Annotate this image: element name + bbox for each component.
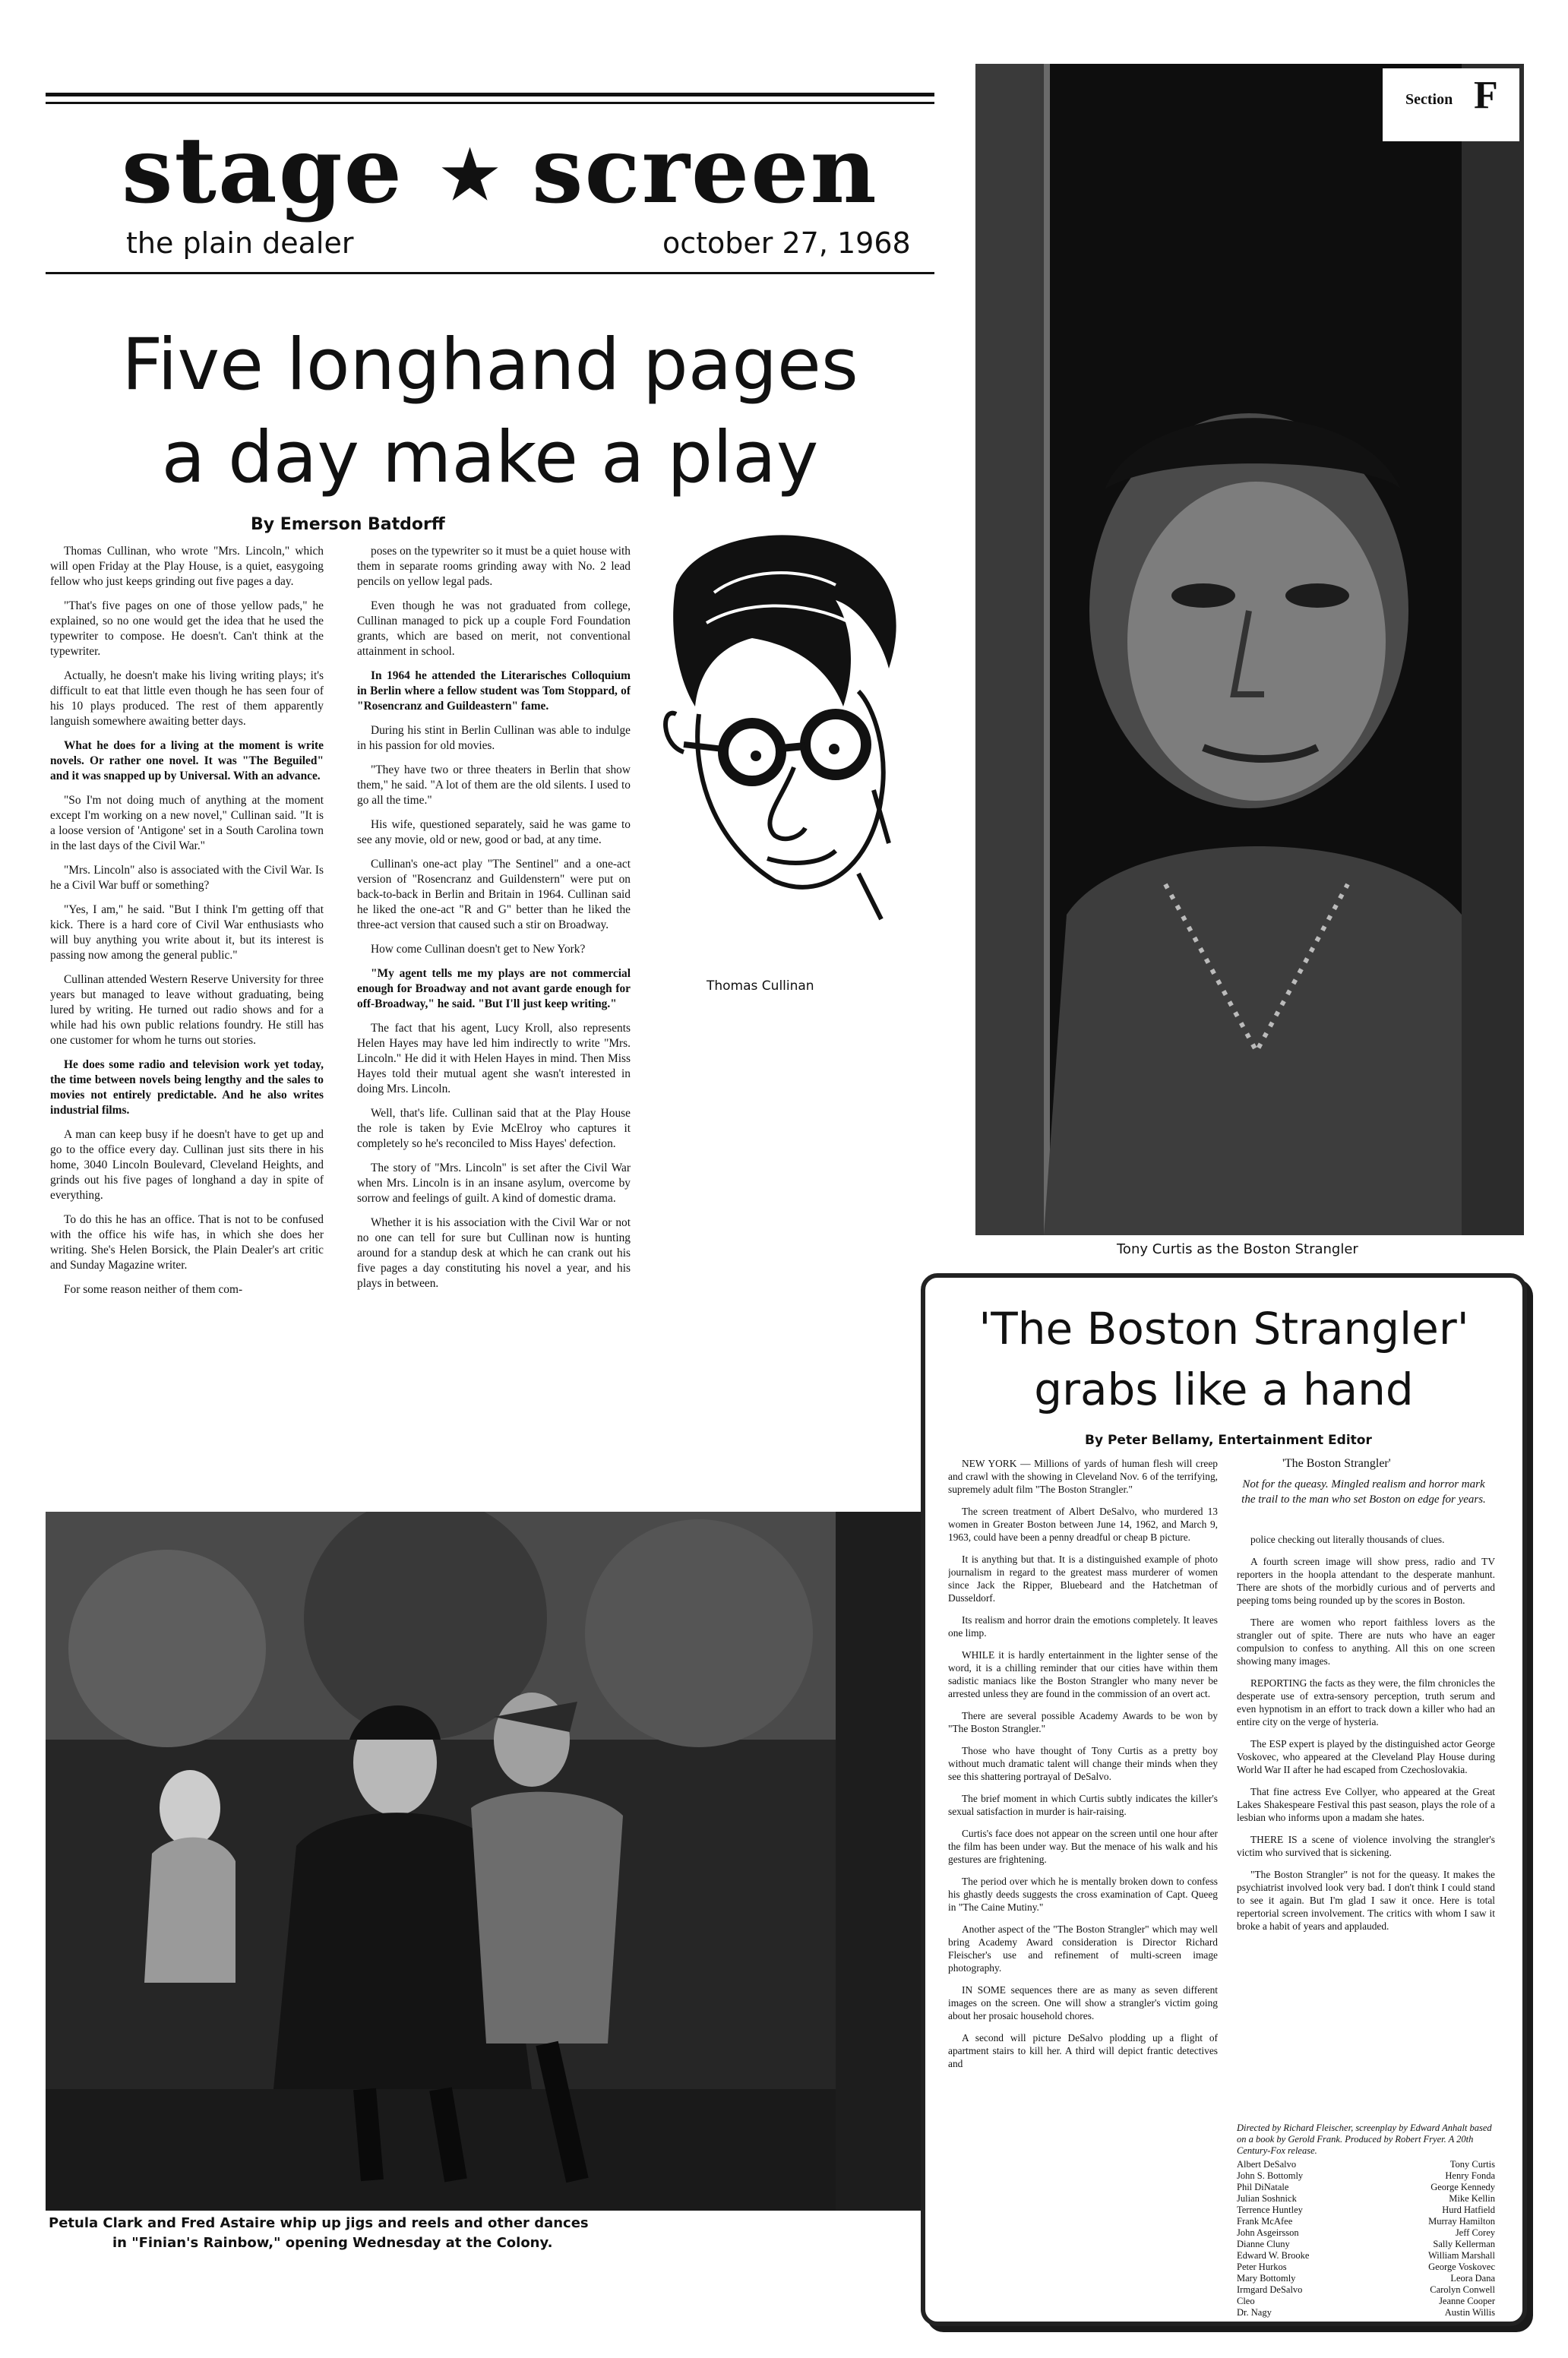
story-paragraph: "They have two or three theaters in Berlin that show them," he said. "A lot of them are the old silents. I used to go all the time." xyxy=(357,763,631,807)
box-story-column-2 xyxy=(1237,1533,1495,2118)
cast-actor: Jeff Corey xyxy=(1455,2227,1495,2238)
story-paragraph: "Mrs. Lincoln" also is associated with the Civil War. Is he a Civil War buff or something? xyxy=(50,864,324,892)
cast-actor: Tony Curtis xyxy=(1449,2159,1495,2170)
story-paragraph: How come Cullinan doesn't get to New York? xyxy=(371,943,586,956)
story-paragraph: Its realism and horror drain the emotions completely. It leaves one limp. xyxy=(948,1614,1218,1639)
story-paragraph: To do this he has an office. That is not to be confused with the office his wife has, in which she does her writing. She's Helen Borsick, the Plain Dealer's art critic and Sunday Magazine writer. xyxy=(50,1213,324,1272)
main-headline-line2: a day make a play xyxy=(161,416,819,499)
story-paragraph: police checking out literally thousands of clues. xyxy=(1250,1534,1445,1545)
box-sidebar-deck: Not for the queasy. Mingled realism and horror mark the trail to the man who set Boston on edge for years. xyxy=(1241,1478,1486,1506)
finian-caption-line1: Petula Clark and Fred Astaire whip up jigs and reels and other dances xyxy=(49,2215,589,2231)
boston-strangler-box xyxy=(921,1273,1527,2326)
story-paragraph: The ESP expert is played by the distinguished actor George Voskovec, who appeared at the Cleveland Play House during World War II after he had escaped from Czechoslovakia. xyxy=(1237,1738,1495,1775)
masthead-second-rule xyxy=(46,102,934,104)
story-paragraph: During his stint in Berlin Cullinan was able to indulge in his passion for old movies. xyxy=(357,724,631,752)
main-story-column-1 xyxy=(50,544,324,1486)
story-paragraph: NEW YORK — Millions of yards of human flesh will creep and crawl with the showing in Cleveland Nov. 6 of the terrifying, supremely adult film "The Boston Strangler." xyxy=(948,1458,1218,1495)
issue-date: october 27, 1968 xyxy=(662,226,911,260)
cast-row xyxy=(1237,2159,1495,2170)
story-paragraph: What he does for a living at the moment is write novels. Or rather one novel. It was "The Beguiled" and it was snapped up by Universal. With an advance. xyxy=(50,739,324,782)
cast-actor: George Voskovec xyxy=(1428,2262,1495,2272)
story-paragraph: poses on the typewriter so it must be a quiet house with them in separate rooms grinding away with No. 2 lead pencils on yellow legal pads. xyxy=(357,545,631,588)
story-paragraph: Well, that's life. Cullinan said that at the Play House the role is taken by Evie McElroy who captures it completely so he's reconciled to Miss Hayes' defection. xyxy=(357,1107,631,1150)
cast-row xyxy=(1237,2170,1495,2182)
story-paragraph: Curtis's face does not appear on the screen until one hour after the film has been under way. But the menace of his walk and his gestures are frightening. xyxy=(948,1828,1218,1865)
cast-row xyxy=(1237,2216,1495,2227)
story-paragraph: Cullinan's one-act play "The Sentinel" and a one-act version of "Rosencranz and Guildenstern" were put on back-to-back in Berlin and Britain in 1964. Cullinan said he liked the one-act "R and G" better than he liked the three-act version that caused such a stir on Broadway. xyxy=(357,858,631,931)
cast-row xyxy=(1237,2182,1495,2193)
story-paragraph: The screen treatment of Albert DeSalvo, who murdered 13 women in Greater Boston between June 14, 1962, and March 9, 1963, could have been a penny dreadful or cheap B picture. xyxy=(948,1506,1218,1543)
cast-role: Peter Hurkos xyxy=(1237,2262,1287,2272)
cast-role: John Asgeirsson xyxy=(1237,2227,1299,2238)
masthead-word-screen: screen xyxy=(532,117,878,224)
cast-row xyxy=(1237,2273,1495,2284)
story-paragraph: A fourth screen image will show press, radio and TV reporters in the hoopla attendant to the desperate manhunt. There are shots of the morbidly curious and of perverts and peeping toms being rounded up by the scores in Boston. xyxy=(1237,1556,1495,1606)
story-paragraph: Cullinan attended Western Reserve University for three years but managed to leave without graduating, being lured by writing. He turned out radio shows and for a while had his own public relations foundry. He still has one customer for whom he turns out stories. xyxy=(50,973,324,1047)
paper-name: the plain dealer xyxy=(126,226,354,260)
cast-actor: Henry Fonda xyxy=(1445,2170,1495,2181)
cast-actor: Murray Hamilton xyxy=(1428,2216,1495,2227)
masthead-word-stage: stage xyxy=(122,117,403,224)
cast-row xyxy=(1237,2296,1495,2307)
section-letter: F xyxy=(1474,74,1498,117)
cast-role: Albert DeSalvo xyxy=(1237,2159,1297,2170)
masthead-bottom-rule xyxy=(46,272,934,274)
box-headline-line1: 'The Boston Strangler' xyxy=(978,1303,1469,1354)
story-paragraph: For some reason neither of them com- xyxy=(64,1283,243,1296)
story-paragraph: Whether it is his association with the Civil War or not no one can tell for sure but Cullinan now is hunting around for a standup desk at which he can crank out his five pages a day constituting his novel a year, and his plays in between. xyxy=(357,1216,631,1290)
story-paragraph: In 1964 he attended the Literarisches Colloquium in Berlin where a fellow student was Tom Stoppard, of "Rosencranz and Guildeastern" fame. xyxy=(357,669,631,713)
cast-row xyxy=(1237,2227,1495,2239)
masthead-top-rule xyxy=(46,93,934,96)
masthead xyxy=(122,117,881,224)
story-paragraph: He does some radio and television work yet today, the time between novels being lengthy and the sales to movies not entirely predictable. And he also writes industrial films. xyxy=(50,1058,324,1117)
section-badge xyxy=(1383,68,1519,141)
story-paragraph: Those who have thought of Tony Curtis as a pretty boy without much dramatic talent will change their minds when they see this shattering portrayal of DeSalvo. xyxy=(948,1745,1218,1782)
story-paragraph: The brief moment in which Curtis subtly indicates the killer's sexual satisfaction in murder is hair-raising. xyxy=(948,1793,1218,1817)
cast-row xyxy=(1237,2250,1495,2262)
box-credits xyxy=(1237,2123,1495,2318)
cast-actor: Carolyn Conwell xyxy=(1430,2284,1495,2295)
story-paragraph: That fine actress Eve Collyer, who appeared at the Great Lakes Shakespeare Festival this past season, plays the role of a lesbian who informs upon a madam she hates. xyxy=(1237,1786,1495,1823)
cast-role: Terrence Huntley xyxy=(1237,2205,1303,2215)
tony-curtis-photo xyxy=(975,64,1524,1235)
cast-role: John S. Bottomly xyxy=(1237,2170,1304,2181)
story-paragraph: The fact that his agent, Lucy Kroll, also represents Helen Hayes may have led him indirectly to write "Mrs. Lincoln." He did it with Helen Hayes in mind. Then Miss Hayes told their mutual agent she wasn't interested in doing Mrs. Lincoln. xyxy=(357,1022,631,1095)
cast-row xyxy=(1237,2307,1495,2318)
cast-role: Cleo xyxy=(1237,2296,1255,2306)
cast-role: Frank McAfee xyxy=(1237,2216,1293,2227)
main-headline xyxy=(46,319,934,504)
main-story-column-2 xyxy=(357,544,631,1486)
story-paragraph: The story of "Mrs. Lincoln" is set after the Civil War when Mrs. Lincoln is in an insane asylum, overcome by sorrow and feelings of guilt. A kind of domestic drama. xyxy=(357,1162,631,1205)
story-paragraph: THERE IS a scene of violence involving the strangler's victim who survived that is sickening. xyxy=(1237,1834,1495,1858)
caricature-caption: Thomas Cullinan xyxy=(707,978,814,994)
finian-photo-image xyxy=(46,1512,936,2211)
section-label: Section xyxy=(1405,91,1453,108)
story-paragraph: "My agent tells me my plays are not commercial enough for Broadway and not avant garde enough for off-Broadway," he said. "But I'll just keep writing." xyxy=(357,967,631,1010)
cast-actor: William Marshall xyxy=(1427,2250,1495,2261)
cast-actor: Sally Kellerman xyxy=(1433,2239,1495,2249)
story-paragraph: There are women who report faithless lovers as the strangler out of spite. There are nuts who have an eager compulsion to confess to anything. All this on one screen showing many images. xyxy=(1237,1617,1495,1667)
cast-role: Mary Bottomly xyxy=(1237,2273,1296,2284)
cast-role: Phil DiNatale xyxy=(1237,2182,1289,2192)
story-paragraph: WHILE it is hardly entertainment in the lighter sense of the word, it is a chilling reminder that our cities have within them sadistic maniacs like the Boston Strangler who many never be arrested unless they are found in the commission of an overt act. xyxy=(948,1649,1218,1699)
story-paragraph: His wife, questioned separately, said he was game to see any movie, old or new, good or bad, at any time. xyxy=(357,818,631,846)
story-paragraph: REPORTING the facts as they were, the film chronicles the desperate use of extra-sensory perception, truth serum and even hypnotism in an effort to track down a killer who had an entire city on the verge of hysteria. xyxy=(1237,1677,1495,1727)
story-paragraph: Another aspect of the "The Boston Strangler" which may well bring Academy Award consideration is Director Richard Fleischer's use and refinement of multi-screen image photography. xyxy=(948,1923,1218,1974)
cullinan-caricature xyxy=(631,524,927,934)
cast-actor: Jeanne Cooper xyxy=(1439,2296,1495,2306)
story-paragraph: "The Boston Strangler" is not for the queasy. It makes the psychiatrist involved look very bad. I don't think I could stand to see it again. But I'm glad I saw it once. Here is total repertorial screen involvement. The critics with whom I saw it broke a habit of years and applauded. xyxy=(1237,1869,1495,1932)
curtis-photo-image xyxy=(975,64,1524,1235)
story-paragraph: "Yes, I am," he said. "But I think I'm getting off that kick. There is a hard core of Civil War enthusiasts who will buy anything you write about it, but its interest is passing now among the general public." xyxy=(50,903,324,962)
story-paragraph: Even though he was not graduated from college, Cullinan managed to pick up a couple Ford Foundation grants, which are based on merit, not conventional attainment in school. xyxy=(357,599,631,658)
main-headline-line1: Five longhand pages xyxy=(122,324,858,406)
cast-row xyxy=(1237,2205,1495,2216)
box-sidebar-title: 'The Boston Strangler' xyxy=(1282,1457,1391,1470)
story-paragraph: "That's five pages on one of those yellow pads," he explained, so no one would get the idea that he used the typewriter to compose. He doesn't. Can't think at the typewriter. xyxy=(50,599,324,658)
cast-row xyxy=(1237,2193,1495,2205)
story-paragraph: Actually, he doesn't make his living writing plays; it's difficult to eat that little even though he has seen four of his 10 plays produced. The rest of them apparently languish somewhere awaiting better days. xyxy=(50,669,324,728)
main-byline: By Emerson Batdorff xyxy=(251,515,445,534)
cast-row xyxy=(1237,2284,1495,2296)
cast-role: Dianne Cluny xyxy=(1237,2239,1290,2249)
star-icon: ★ xyxy=(441,137,501,213)
cast-actor: Hurd Hatfield xyxy=(1442,2205,1495,2215)
cast-list xyxy=(1237,2159,1495,2318)
cast-row xyxy=(1237,2239,1495,2250)
story-paragraph: Thomas Cullinan, who wrote "Mrs. Lincoln," which will open Friday at the Play House, is a quiet, easygoing fellow who just keeps grinding out five pages a day. xyxy=(50,545,324,588)
curtis-caption: Tony Curtis as the Boston Strangler xyxy=(1117,1241,1358,1257)
finian-caption-line2: in "Finian's Rainbow," opening Wednesday at the Colony. xyxy=(112,2235,553,2251)
box-headline-line2: grabs like a hand xyxy=(1034,1364,1414,1415)
cast-role: Irmgard DeSalvo xyxy=(1237,2284,1303,2295)
story-paragraph: There are several possible Academy Awards to be won by "The Boston Strangler." xyxy=(948,1710,1218,1734)
cast-actor: Austin Willis xyxy=(1444,2307,1495,2318)
cast-role: Dr. Nagy xyxy=(1237,2307,1272,2318)
finians-rainbow-photo xyxy=(46,1512,936,2211)
box-byline: By Peter Bellamy, Entertainment Editor xyxy=(1085,1433,1372,1448)
caricature-drawing xyxy=(631,524,927,934)
story-paragraph: It is anything but that. It is a distinguished example of photo journalism in regard to the greatest mass murderer of women since Jack the Ripper, Bluebeard and the Hatchetman of Dusseldorf. xyxy=(948,1554,1218,1604)
story-paragraph: A man can keep busy if he doesn't have to get up and go to the office every day. Cullinan just sits there in his home, 3040 Lincoln Boulevard, Cleveland Heights, and grinds out his five pages of longhand a day in spite of everything. xyxy=(50,1128,324,1202)
cast-row xyxy=(1237,2262,1495,2273)
cast-role: Julian Soshnick xyxy=(1237,2193,1297,2204)
box-story-column-1 xyxy=(948,1457,1218,2300)
credits-intro: Directed by Richard Fleischer, screenplay by Edward Anhalt based on a book by Gerold Frank. Produced by Robert Fryer. A 20th Century-Fox release. xyxy=(1237,2123,1492,2156)
cast-actor: Mike Kellin xyxy=(1449,2193,1495,2204)
cast-actor: Leora Dana xyxy=(1450,2273,1495,2284)
cast-actor: George Kennedy xyxy=(1430,2182,1495,2192)
cast-role: Edward W. Brooke xyxy=(1237,2250,1310,2261)
story-paragraph: The period over which he is mentally broken down to confess his ghastly deeds suggests the cross examination of Capt. Queeg in "The Caine Mutiny." xyxy=(948,1876,1218,1913)
story-paragraph: "So I'm not doing much of anything at the moment except I'm working on a new novel," Cullinan said. "It is a loose version of 'Antigone' set in a South Carolina town in the last days of the Civil War." xyxy=(50,794,324,852)
story-paragraph: IN SOME sequences there are as many as seven different images on the screen. One will show a strangler's victim going about her prosaic household chores. xyxy=(948,1984,1218,2021)
story-paragraph: A second will picture DeSalvo plodding up a flight of apartment stairs to kill her. A third will depict frantic detectives and xyxy=(948,2032,1218,2069)
